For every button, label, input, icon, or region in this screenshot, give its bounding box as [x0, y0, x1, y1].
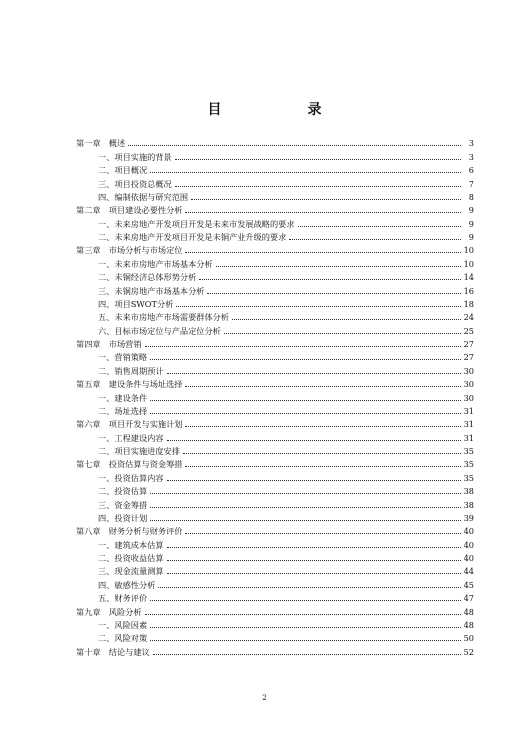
toc-entry-label: 六、目标市场定位与产品定位分析: [98, 325, 221, 336]
toc-section-entry[interactable]: [76, 362, 474, 375]
toc-entry-label: 二、投资收益估算: [98, 553, 164, 563]
toc-entry-page: 9: [468, 205, 474, 216]
toc-section-entry[interactable]: [76, 469, 474, 482]
toc-entry-page: 27: [463, 352, 474, 363]
toc-entry-label: 第九章 风险分析: [76, 606, 142, 617]
toc-dot-leader: [176, 305, 460, 307]
toc-chapter-entry[interactable]: [76, 135, 474, 148]
toc-dot-leader: [185, 425, 460, 427]
toc-chapter-entry[interactable]: [76, 456, 474, 469]
toc-dot-leader: [298, 225, 461, 227]
toc-dot-leader: [145, 345, 461, 347]
toc-entry-label: 三、资金筹措: [98, 499, 148, 510]
toc-entry-label: 一、未来房地产开发项目开发是未来市发展战略的要求: [98, 218, 295, 229]
toc-entry-label: 四、编制依据与研究范围: [98, 191, 189, 202]
toc-entry-page: 47: [463, 593, 474, 604]
toc-entry-page: 8: [468, 191, 474, 202]
toc-title: 目 录: [207, 102, 358, 118]
toc-section-entry[interactable]: [76, 550, 474, 563]
toc-entry-page: 16: [463, 285, 474, 296]
toc-section-entry[interactable]: [76, 429, 474, 442]
toc-entry-label: 第五章 建设条件与场址选择: [76, 379, 183, 390]
toc-entry-label: 一、工程建设内容: [98, 432, 164, 443]
toc-entry-page: 35: [463, 459, 474, 470]
toc-dot-leader: [167, 546, 461, 548]
toc-section-entry[interactable]: [76, 255, 474, 268]
toc-section-entry[interactable]: [76, 630, 474, 643]
toc-entry-label: 五、财务评价: [98, 593, 148, 604]
toc-entry-page: 14: [463, 272, 474, 283]
toc-entry-page: 25: [463, 325, 474, 336]
toc-entry-label: 五、未来市房地产市场需要群体分析: [98, 312, 230, 323]
toc-section-entry[interactable]: [76, 483, 474, 496]
toc-dot-leader: [158, 586, 460, 588]
toc-section-entry[interactable]: [76, 282, 474, 295]
toc-section-entry[interactable]: [76, 563, 474, 576]
toc-entry-page: 10: [463, 258, 474, 269]
toc-dot-leader: [175, 185, 461, 187]
toc-section-entry[interactable]: [76, 349, 474, 362]
toc-section-entry[interactable]: [76, 389, 474, 402]
toc-entry-label: 第七章 投资估算与资金筹措: [76, 459, 183, 470]
toc-chapter-entry[interactable]: [76, 376, 474, 389]
toc-dot-leader: [150, 519, 460, 521]
toc-entry-page: 30: [463, 365, 474, 376]
toc-dot-leader: [191, 198, 461, 200]
toc-entry-label: 三、项目投资总概况: [98, 178, 172, 189]
toc-dot-leader: [150, 492, 460, 494]
toc-entry-label: 第十章 结论与建议: [76, 646, 150, 657]
toc-section-entry[interactable]: [76, 496, 474, 509]
toc-entry-page: 31: [463, 432, 474, 443]
toc-entry-page: 10: [463, 245, 474, 256]
toc-entry-label: 第二章 项目建设必要性分析: [76, 205, 183, 216]
toc-chapter-entry[interactable]: [76, 336, 474, 349]
toc-dot-leader: [224, 332, 461, 334]
toc-entry-label: 二、销售周期预计: [98, 365, 164, 376]
toc-entry-label: 四、敏感性分析: [98, 579, 156, 590]
toc-entry-page: 3: [468, 151, 474, 162]
toc-entry-page: 52: [463, 646, 474, 657]
toc-dot-leader: [185, 465, 460, 467]
toc-entry-label: 二、场址选择: [98, 405, 148, 416]
toc-entry-page: 39: [463, 512, 474, 523]
toc-dot-leader: [185, 251, 460, 253]
page-number: 2: [262, 694, 267, 702]
toc-entry-page: 24: [463, 312, 474, 323]
toc-dot-leader: [175, 158, 461, 160]
toc-dot-leader: [150, 412, 460, 414]
toc-entry-label: 一、营销策略: [98, 352, 148, 363]
toc-entry-page: 38: [463, 499, 474, 510]
toc-section-entry[interactable]: [76, 510, 474, 523]
toc-entry-page: 31: [463, 405, 474, 416]
toc-entry-page: 35: [463, 446, 474, 456]
toc-section-entry[interactable]: [76, 590, 474, 603]
toc-dot-leader: [150, 171, 461, 173]
toc-dot-leader: [199, 278, 460, 280]
toc-entry-label: 二、投资估算: [98, 486, 148, 497]
toc-entry-label: 第四章 市场营销: [76, 339, 142, 349]
toc-dot-leader: [153, 653, 461, 655]
toc-section-entry[interactable]: [76, 148, 474, 161]
toc-section-entry[interactable]: [76, 322, 474, 335]
toc-entry-page: 9: [468, 218, 474, 229]
toc-entry-label: 二、未铜经济总体形势分析: [98, 272, 197, 283]
toc-dot-leader: [145, 613, 461, 615]
toc-section-entry[interactable]: [76, 162, 474, 175]
toc-entry-page: 30: [463, 392, 474, 403]
toc-entry-page: 6: [468, 165, 474, 176]
toc-dot-leader: [150, 358, 460, 360]
toc-entry-page: 48: [463, 619, 474, 630]
toc-section-entry[interactable]: [76, 215, 474, 228]
toc-entry-label: 第三章 市场分析与市场定位: [76, 245, 183, 256]
toc-entry-page: 38: [463, 486, 474, 497]
toc-section-entry[interactable]: [76, 403, 474, 416]
toc-entry-label: 三、现金流量测算: [98, 566, 164, 577]
toc-section-entry[interactable]: [76, 189, 474, 202]
toc-entry-page: 35: [463, 472, 474, 483]
toc-dot-leader: [150, 399, 460, 401]
table-of-contents: [76, 135, 474, 657]
toc-entry-page: 48: [463, 606, 474, 617]
toc-entry-page: 30: [463, 379, 474, 390]
toc-entry-label: 二、项目概况: [98, 165, 148, 176]
toc-dot-leader: [185, 211, 461, 213]
toc-section-entry[interactable]: [76, 536, 474, 549]
toc-entry-label: 二、风险对策: [98, 633, 148, 644]
toc-section-entry[interactable]: [76, 296, 474, 309]
toc-entry-label: 二、未来房地产开发项目开发是未铜产业升级的要求: [98, 232, 287, 242]
toc-entry-label: 四、投资计划: [98, 512, 148, 523]
toc-entry-label: 第八章 财务分析与财务评价: [76, 526, 183, 537]
toc-dot-leader: [150, 599, 460, 601]
toc-dot-leader: [207, 292, 460, 294]
toc-section-entry[interactable]: [76, 443, 474, 456]
toc-dot-leader: [167, 559, 461, 561]
toc-chapter-entry[interactable]: [76, 643, 474, 656]
toc-entry-page: 3: [468, 138, 474, 149]
toc-entry-label: 第六章 项目开发与实施计划: [76, 419, 183, 430]
toc-entry-label: 四、项目SWOT分析: [98, 298, 174, 309]
toc-section-entry[interactable]: [76, 269, 474, 282]
toc-dot-leader: [167, 572, 461, 574]
toc-dot-leader: [150, 506, 460, 508]
toc-entry-label: 一、建筑成本估算: [98, 539, 164, 550]
toc-entry-page: 18: [463, 298, 474, 309]
toc-entry-page: 50: [463, 633, 474, 644]
toc-dot-leader: [167, 479, 461, 481]
toc-section-entry[interactable]: [76, 229, 474, 242]
toc-chapter-entry[interactable]: [76, 242, 474, 255]
toc-entry-label: 一、风险因素: [98, 619, 148, 630]
toc-entry-page: 40: [463, 526, 474, 537]
toc-dot-leader: [150, 639, 460, 641]
toc-dot-leader: [289, 238, 461, 240]
toc-entry-page: 45: [463, 579, 474, 590]
toc-chapter-entry[interactable]: [76, 416, 474, 429]
toc-entry-page: 40: [463, 553, 474, 563]
toc-chapter-entry[interactable]: [76, 603, 474, 616]
toc-dot-leader: [232, 318, 461, 320]
toc-entry-label: 二、项目实施进度安排: [98, 446, 180, 456]
toc-section-entry[interactable]: [76, 576, 474, 589]
toc-dot-leader: [167, 372, 461, 374]
toc-entry-page: 9: [468, 232, 474, 242]
toc-chapter-entry[interactable]: [76, 202, 474, 215]
toc-dot-leader: [185, 532, 460, 534]
toc-section-entry[interactable]: [76, 617, 474, 630]
toc-entry-page: 44: [463, 566, 474, 577]
toc-chapter-entry[interactable]: [76, 523, 474, 536]
toc-entry-label: 第一章 概述: [76, 138, 126, 149]
toc-section-entry[interactable]: [76, 175, 474, 188]
toc-entry-label: 三、未铜房地产市场基本分析: [98, 285, 205, 296]
toc-entry-label: 一、未来市房地产市场基本分析: [98, 258, 213, 269]
toc-entry-label: 一、项目实施的背景: [98, 151, 172, 162]
toc-entry-page: 27: [463, 339, 474, 349]
toc-entry-label: 一、投资估算内容: [98, 472, 164, 483]
toc-dot-leader: [185, 385, 460, 387]
toc-dot-leader: [183, 452, 461, 454]
toc-dot-leader: [167, 439, 461, 441]
toc-dot-leader: [150, 626, 460, 628]
toc-entry-page: 31: [463, 419, 474, 430]
toc-entry-label: 一、建设条件: [98, 392, 148, 403]
toc-section-entry[interactable]: [76, 309, 474, 322]
toc-entry-page: 40: [463, 539, 474, 550]
toc-dot-leader: [128, 144, 461, 146]
toc-dot-leader: [216, 265, 461, 267]
toc-entry-page: 7: [468, 178, 474, 189]
